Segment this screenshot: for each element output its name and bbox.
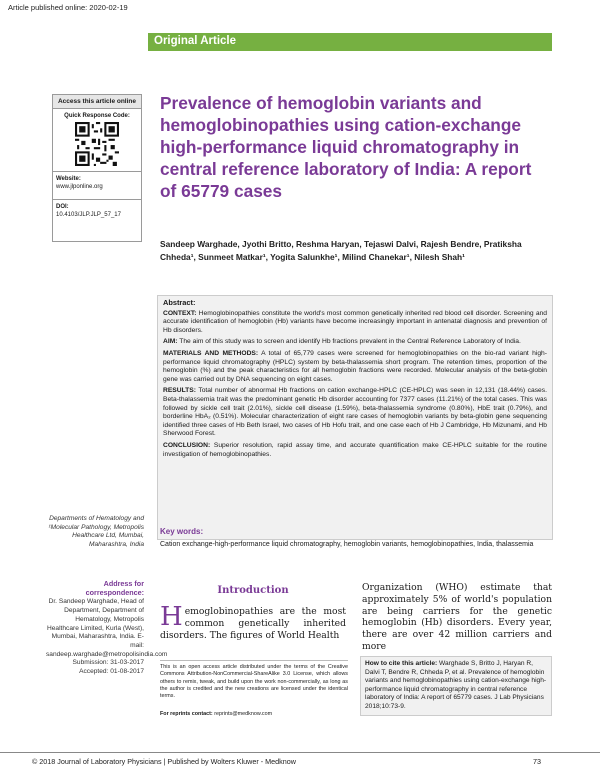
introduction-continued: Organization (WHO) estimate that approximately 5% of world's population are being carriers for the genetic hemoglobin (Hb) disorders. Every year, there are over 42 million carriers and more bbox=[362, 582, 552, 652]
website-link[interactable]: www.jlponline.org bbox=[56, 184, 103, 191]
doi-info bbox=[53, 199, 141, 222]
author-list: Sandeep Warghade, Jyothi Britto, Reshma Haryan, Tejaswi Dalvi, Rajesh Bendre, Pratiksha Chheda¹, Sunmeet Matkar¹, Yogita Salunkhe¹, Milind Chanekar¹, Nilesh Shah¹ bbox=[160, 239, 522, 262]
abstract-aim bbox=[163, 338, 547, 347]
reprints-label: For reprints contact: bbox=[160, 711, 213, 717]
context-label: CONTEXT: bbox=[163, 309, 197, 317]
context-text: Hemoglobinopathies constitute the world's most common genetically inherited red blood cell disorder. Screening and accurate identification of hemoglobin (Hb) variants have become increasingly important in antenatal diagnosis and prevention of Hb disorders. bbox=[163, 309, 547, 334]
abstract-results bbox=[163, 387, 547, 439]
conclusion-text: Superior resolution, rapid assay time, and accurate quantification make CE-HPLC suitable for the routine investigation of hemoglobinopathies. bbox=[163, 441, 547, 458]
access-title: Access this article online bbox=[53, 95, 141, 109]
abstract-heading: Abstract: bbox=[163, 298, 196, 307]
correspondence-text: Dr. Sandeep Warghade, Head of Department, Department of Hematology, Metropolis Healthcare Limited, Kurla (West), Mumbai, Maharashtra, India. E-mail: sandeep.warghade@metropolisindia.com bbox=[46, 598, 168, 658]
abstract-conclusion bbox=[163, 442, 547, 459]
introduction-heading: Introduction bbox=[217, 585, 289, 596]
citation-box bbox=[360, 656, 552, 716]
qr-code-icon[interactable] bbox=[75, 122, 119, 166]
article-title: Prevalence of hemoglobin variants and hemoglobinopathies using cation-exchange high-performance liquid chromatography in central reference laboratory of India: A report of 65779 cases bbox=[160, 93, 532, 201]
footer-divider bbox=[0, 752, 600, 753]
license-note: This is an open access article distributed under the terms of the Creative Commons Attribution-NonCommercial-ShareAlike 3.0 License, which allows others to remix, tweak, and build upon the work non-commercially, as long as the author is credited and the new creations are licensed under the identical terms. bbox=[160, 660, 348, 700]
results-label: RESULTS: bbox=[163, 387, 196, 395]
website-info bbox=[53, 171, 141, 194]
introduction-text bbox=[160, 602, 346, 641]
methods-label: MATERIALS AND METHODS: bbox=[163, 349, 259, 357]
reprints-note bbox=[160, 711, 348, 717]
doi-link[interactable]: 10.4103/JLP.JLP_57_17 bbox=[56, 212, 121, 219]
citation-label: How to cite this article: bbox=[365, 660, 438, 667]
doi-label: DOI: bbox=[56, 204, 69, 211]
footer-text: © 2018 Journal of Laboratory Physicians | Published by Wolters Kluwer - Medknow bbox=[32, 757, 296, 766]
keywords-text: Cation exchange-high-performance liquid chromatography, hemoglobin variants, hemoglobinopathies, India, thalassemia bbox=[160, 541, 534, 548]
affiliation: Departments of Hematology and ¹Molecular Pathology, Metropolis Healthcare Ltd, Mumbai, Maharashtra, India bbox=[48, 515, 144, 549]
abstract-box bbox=[157, 295, 553, 540]
page-number: 73 bbox=[533, 757, 541, 766]
abstract-context bbox=[163, 310, 547, 336]
accepted-date: Accepted: 01-08-2017 bbox=[79, 668, 144, 676]
qr-label: Quick Response Code: bbox=[64, 113, 130, 119]
abstract-methods bbox=[163, 350, 547, 384]
website-label: Website: bbox=[56, 176, 81, 182]
results-text: Total number of abnormal Hb fractions on cation exchange-HPLC (CE-HPLC) was seen in 12,131 (18.44%) cases. Beta-thalassemia trait was the predominant genetic Hb disorder accounting for 7377 cases (11.21%) of the total cases. This was followed by sickle cell trait (2.01%), sickle cell disease (1.59%), beta-thalassemia syndrome (0.80%), HbE trait (0.79%), and borderline HbA₂ (0.51%). Molecular characterization of eight rare cases of hemoglobin variants by beta-globin gene sequencing identified three cases of Hb Beth Israel, two cases of Hb Hofu trait, and one case each of Hb J Cambridge, Hb Mizunami, and Hb Sherwood Forest. bbox=[163, 387, 547, 438]
conclusion-label: CONCLUSION: bbox=[163, 441, 211, 449]
published-date: Article published online: 2020-02-19 bbox=[8, 3, 128, 12]
section-banner: Original Article bbox=[148, 33, 552, 51]
keywords-heading: Key words: bbox=[160, 527, 204, 536]
drop-cap: H bbox=[160, 602, 183, 632]
access-online-box bbox=[52, 94, 142, 242]
citation-text: Warghade S, Britto J, Haryan R, Dalvi T, Bendre R, Chheda P, et al. Prevalence of hemoglobin variants and hemoglobinopathies using cation-exchange high-performance liquid chromatography in central reference laboratory of India: A report of 65779 cases. J Lab Physicians 2018;10:73-9. bbox=[365, 660, 547, 710]
reprints-email[interactable]: reprints@medknow.com bbox=[214, 711, 273, 717]
correspondence-title: Address for correspondence: bbox=[85, 579, 144, 597]
aim-label: AIM: bbox=[163, 338, 178, 346]
methods-text: A total of 65,779 cases were screened for hemoglobinopathies on the bio-rad variant high-performance liquid chromatography (HPLC) system by beta-thalassemia short program. The retention times, proportion of the hemoglobin (%) and the peak characteristics for all hemoglobin fractions were recorded. Molecular analysis of the beta-globin gene was carried out by DNA sequencing on eight cases. bbox=[163, 349, 547, 383]
submission-date: Submission: 31-03-2017 bbox=[72, 659, 144, 667]
correspondence-block bbox=[46, 579, 168, 677]
aim-text: The aim of this study was to screen and identify Hb fractions prevalent in the Central Reference Laboratory of India. bbox=[179, 338, 521, 346]
introduction-body: emoglobinopathies are the most common genetically inherited disorders. The figures of World Health bbox=[160, 606, 346, 641]
